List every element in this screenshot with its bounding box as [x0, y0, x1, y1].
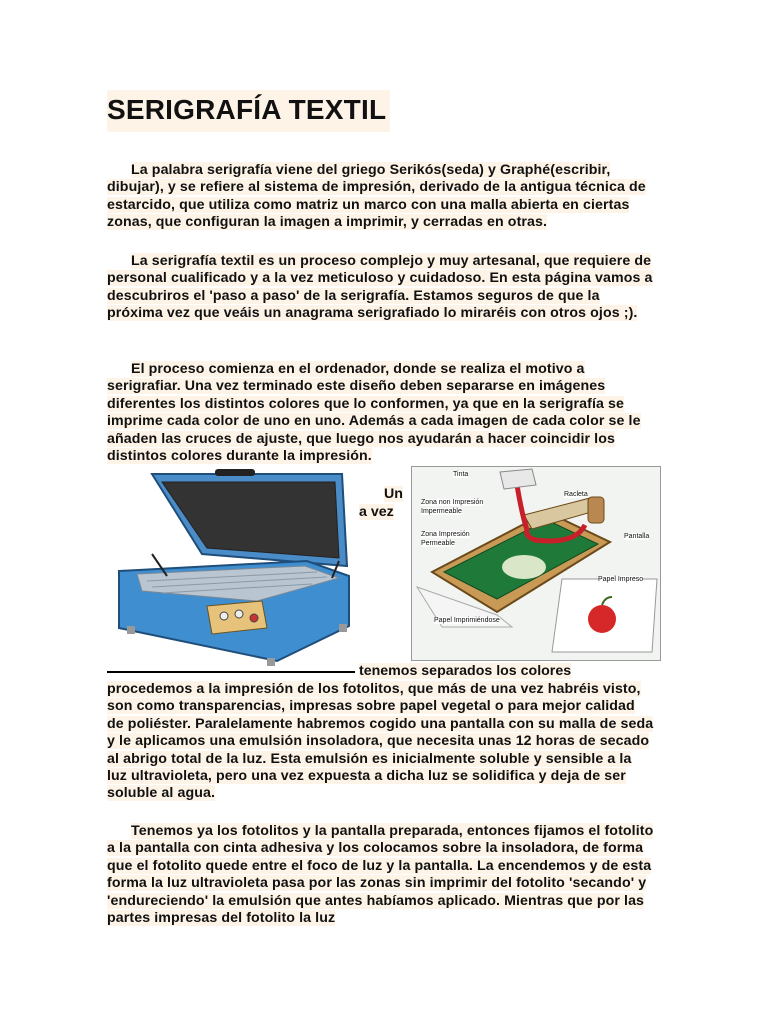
label-zona-impresion: Zona Impresión: [421, 531, 470, 538]
paragraph-4-fragment-c: tenemos separados los colores: [359, 663, 572, 679]
label-papel-impreso: Papel Impreso: [598, 576, 644, 583]
paragraph-1-text: La palabra serigrafía viene del griego Serikós(seda) y Graphé(escribir, dibujar), y se refiere al sistema de impresión, derivado de la antigua técnica de estarcido, que utiliza como matriz un marco con una malla abierta en ciertas zonas, que configuran la imagen a imprimir, y cerradas en otras.: [107, 162, 646, 231]
paragraph-1: [107, 162, 655, 232]
label-papel-imprimiendose: Papel Imprimiéndose: [434, 617, 500, 624]
paragraph-5: [107, 823, 655, 927]
paragraph-3-text: El proceso comienza en el ordenador, donde se realiza el motivo a serigrafiar. Una vez terminado este diseño deben separarse en imágenes diferentes los distintos colores que lo conformen, ya que en la serigrafía se imprime cada color de uno en uno. Además a cada imagen de cada color se le añaden las cruces de ajuste, que luego nos ayudarán a hacer coincidir los distintos colores durante la impresión.: [107, 361, 641, 465]
label-zona-no-impresion: Zona non Impresión: [421, 499, 484, 506]
paragraph-4-fragment-b: a vez: [359, 504, 394, 520]
exposure-unit-image: [107, 466, 355, 673]
page-title: SERIGRAFÍA TEXTIL: [107, 90, 390, 132]
paragraph-2: [107, 253, 655, 323]
paragraph-4-text: procedemos a la impresión de los fotolitos, que más de una vez habréis visto, son como transparencias, impresas sobre papel vegetal o para mejor calidad de poliéster. Paralelamente habremos cogido una pantalla con su malla de seda y le aplicamos una emulsión insoladora, que necesita unas 12 horas de secado al abrigo total de la luz. Esta emulsión es inicialmente soluble y sensible a la luz ultravioleta, pero una vez expuesta a dicha luz se solidifica y deja de ser soluble al agua.: [107, 681, 654, 802]
paragraph-4: [107, 681, 655, 803]
label-racleta: Racleta: [564, 491, 588, 498]
label-pantalla: Pantalla: [624, 533, 650, 540]
paragraph-2-text: La serigrafía textil es un proceso complejo y muy artesanal, que requiere de personal cualificado y a la vez meticuloso y cuidadoso. En esta página vamos a descubriros el 'paso a paso' de la serigrafía. Estamos seguros de que la próxima vez que veáis un anagrama serigrafiado lo miraréis con otros ojos ;).: [107, 253, 653, 322]
paragraph-5-text: Tenemos ya los fotolitos y la pantalla preparada, entonces fijamos el fotolito a la pantalla con cinta adhesiva y los colocamos sobre la insoladora, de forma que el fotolito quede entre el foco de luz y la pantalla. La encendemos y de esta forma la luz ultravioleta pasa por las zonas sin imprimir del fotolito 'secando' y 'endureciendo' la emulsión que antes habíamos aplicado. Mientras que por las partes impresas del fotolito la luz: [107, 823, 654, 927]
screen-printing-diagram: [411, 466, 661, 661]
label-impermeable: Impermeable: [421, 508, 462, 515]
paragraph-4-fragment-a: Un: [384, 486, 403, 502]
label-permeable: Permeable: [421, 540, 455, 547]
paragraph-3: [107, 361, 655, 465]
label-tinta: Tinta: [453, 471, 469, 478]
